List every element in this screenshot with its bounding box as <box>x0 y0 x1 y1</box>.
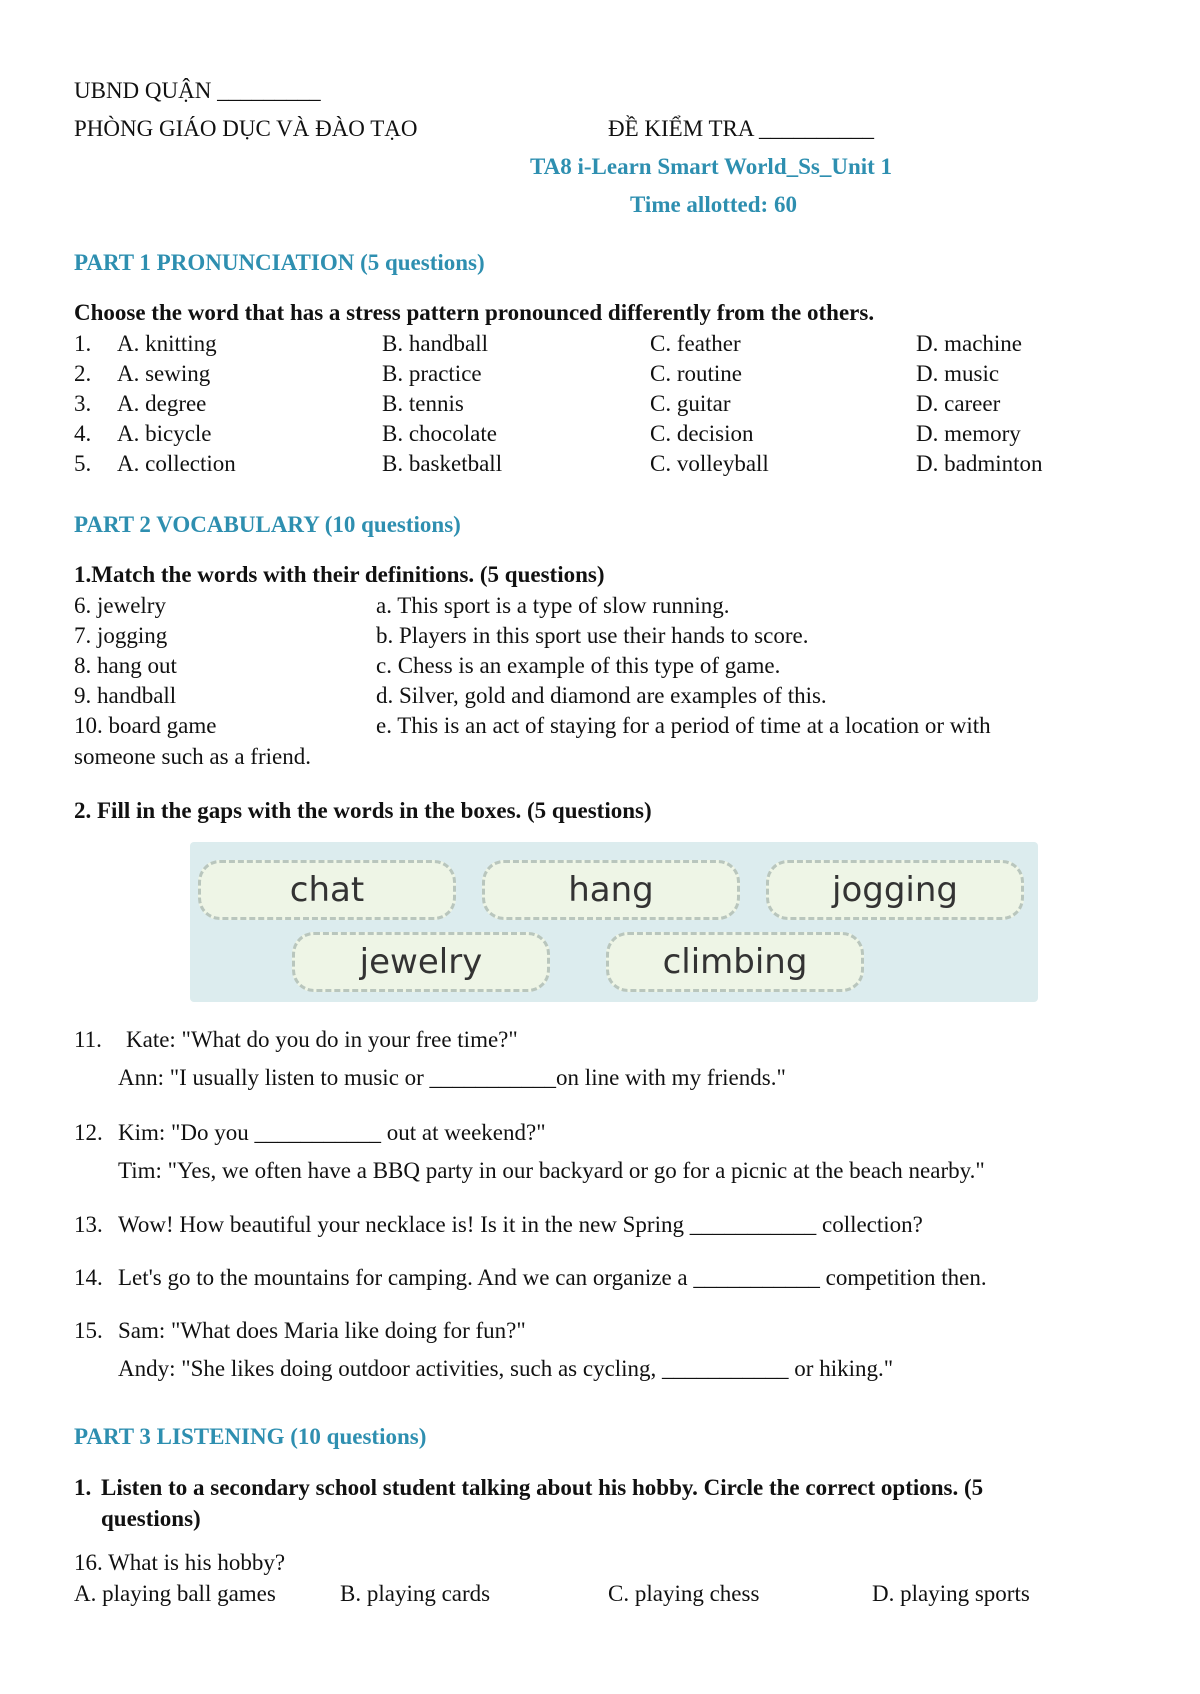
word-chip: hang <box>482 860 740 920</box>
option-d: D. badminton <box>916 451 1043 476</box>
question-number: 4. <box>74 421 92 446</box>
time-allotted: Time allotted: 60 <box>630 192 797 217</box>
option-d: D. machine <box>916 331 1023 356</box>
match-definition-wrap: someone such as a friend. <box>74 744 311 769</box>
q16-text: 16. What is his hobby? <box>74 1550 286 1575</box>
option-a: A. knitting <box>117 331 217 356</box>
q14-text: Let's go to the mountains for camping. And we can organize a ___________ competition then. <box>118 1265 987 1290</box>
option-a: A. sewing <box>117 361 211 386</box>
listening-instruction: Listen to a secondary school student talking about his hobby. Circle the correct options. (5 <box>101 1475 984 1500</box>
q16-option-b: B. playing cards <box>340 1581 491 1606</box>
match-definition: e. This is an act of staying for a period of time at a location or with <box>376 713 991 738</box>
match-definition: a. This sport is a type of slow running. <box>376 593 730 618</box>
match-word: 8. hang out <box>74 653 177 678</box>
fill-instruction: 2. Fill in the gaps with the words in the boxes. (5 questions) <box>74 798 652 823</box>
match-definition: c. Chess is an example of this type of game. <box>376 653 781 678</box>
question-number: 1. <box>74 331 92 356</box>
q13-text: Wow! How beautiful your necklace is! Is it in the new Spring ___________ collection? <box>118 1212 923 1237</box>
q16-option-c: C. playing chess <box>608 1581 760 1606</box>
match-definition: d. Silver, gold and diamond are examples of this. <box>376 683 827 708</box>
q16-option-d: D. playing sports <box>872 1581 1030 1606</box>
q12-line1: Kim: "Do you ___________ out at weekend?" <box>118 1120 546 1145</box>
header-line1: UBND QUẬN _________ <box>74 78 321 103</box>
option-d: D. career <box>916 391 1001 416</box>
option-a: A. degree <box>117 391 207 416</box>
q11-line1: Kate: "What do you do in your free time?" <box>126 1027 518 1052</box>
part2-title: PART 2 VOCABULARY (10 questions) <box>74 512 461 537</box>
exam-subtitle: TA8 i-Learn Smart World_Ss_Unit 1 <box>530 154 893 179</box>
option-d: D. music <box>916 361 1000 386</box>
match-definition: b. Players in this sport use their hands to score. <box>376 623 809 648</box>
option-c: C. decision <box>650 421 754 446</box>
option-c: C. feather <box>650 331 741 356</box>
option-d: D. memory <box>916 421 1021 446</box>
match-word: 9. handball <box>74 683 177 708</box>
q16-option-a: A. playing ball games <box>74 1581 276 1606</box>
word-chip: jogging <box>766 860 1024 920</box>
question-number: 11. <box>74 1027 102 1052</box>
word-box <box>190 842 1038 1002</box>
match-instruction: 1.Match the words with their definitions. (5 questions) <box>74 562 605 587</box>
word-chip: chat <box>198 860 456 920</box>
part3-title: PART 3 LISTENING (10 questions) <box>74 1424 427 1449</box>
match-word: 10. board game <box>74 713 217 738</box>
option-a: A. collection <box>117 451 236 476</box>
option-b: B. practice <box>382 361 482 386</box>
match-word: 6. jewelry <box>74 593 166 618</box>
option-b: B. handball <box>382 331 489 356</box>
option-c: C. volleyball <box>650 451 769 476</box>
question-number: 15. <box>74 1318 103 1343</box>
question-number: 14. <box>74 1265 103 1290</box>
q11-line2: Ann: "I usually listen to music or ___________on line with my friends." <box>118 1065 786 1090</box>
question-number: 2. <box>74 361 92 386</box>
q15-line1: Sam: "What does Maria like doing for fun?" <box>118 1318 526 1343</box>
question-number: 13. <box>74 1212 103 1237</box>
question-number: 3. <box>74 391 92 416</box>
match-word: 7. jogging <box>74 623 168 648</box>
option-c: C. routine <box>650 361 742 386</box>
question-number: 12. <box>74 1120 103 1145</box>
q12-line2: Tim: "Yes, we often have a BBQ party in our backyard or go for a picnic at the beach nearby." <box>118 1158 985 1183</box>
listening-instruction-wrap: questions) <box>101 1506 201 1531</box>
part1-title: PART 1 PRONUNCIATION (5 questions) <box>74 250 485 275</box>
question-number: 5. <box>74 451 92 476</box>
option-b: B. basketball <box>382 451 503 476</box>
option-c: C. guitar <box>650 391 731 416</box>
option-b: B. tennis <box>382 391 464 416</box>
header-exam-label: ĐỀ KIỂM TRA __________ <box>608 116 874 141</box>
option-a: A. bicycle <box>117 421 212 446</box>
part1-instruction: Choose the word that has a stress pattern pronounced differently from the others. <box>74 300 875 325</box>
option-b: B. chocolate <box>382 421 497 446</box>
listening-instruction-number: 1. <box>74 1475 92 1500</box>
header-department: PHÒNG GIÁO DỤC VÀ ĐÀO TẠO <box>74 116 418 141</box>
word-chip: jewelry <box>292 932 550 992</box>
word-chip: climbing <box>606 932 864 992</box>
q15-line2: Andy: "She likes doing outdoor activities, such as cycling, ___________ or hiking." <box>118 1356 894 1381</box>
